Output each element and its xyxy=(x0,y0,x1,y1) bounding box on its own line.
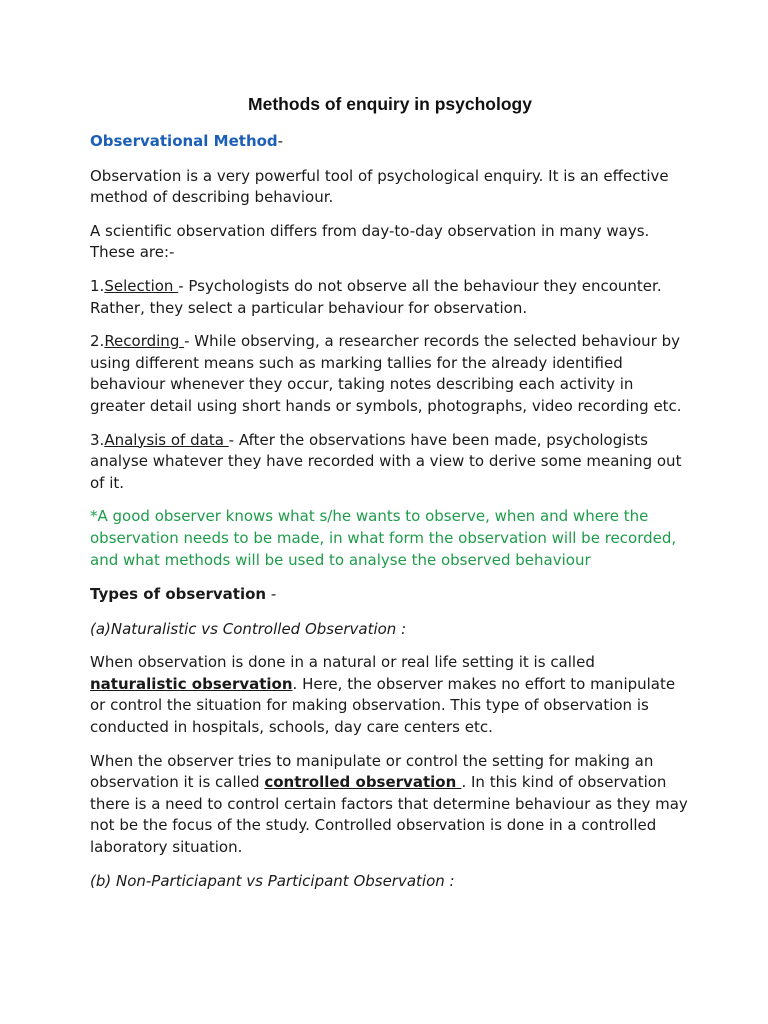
controlled-paragraph xyxy=(90,751,690,859)
subheading-participant: (b) Non-Particiapant vs Participant Observation : xyxy=(90,871,455,890)
naturalistic-after: . Here, the observer makes no effort to manipulate or control the situation for making observation. This type of observation is conducted in hospitals, schools, day care centers etc. xyxy=(90,674,676,737)
intro-paragraph: Observation is a very powerful tool of psychological enquiry. It is an effective method of describing behaviour. xyxy=(90,166,669,207)
point-term: Selection xyxy=(104,276,179,295)
controlled-term: controlled observation xyxy=(264,773,462,792)
point-text: - Psychologists do not observe all the behaviour they encounter. Rather, they select a particular behaviour for observation. xyxy=(90,276,662,317)
point-text: - After the observations have been made, psychologists analyse whatever they have recorded with a view to derive some meaning out of it. xyxy=(90,430,682,492)
naturalistic-paragraph xyxy=(90,652,690,738)
differs-paragraph: A scientific observation differs from day-to-day observation in many ways. These are:- xyxy=(90,221,650,262)
good-observer-note: *A good observer knows what s/he wants to observe, when and where the observation needs to be made, in what form the observation will be recorded, and what methods will be used to analyse the observed behaviour xyxy=(90,507,677,569)
controlled-after: . In this kind of observation there is a need to control certain factors that determine behaviour as they may not be the focus of the study. Controlled observation is done in a controlled laboratory situation. xyxy=(90,773,688,857)
types-heading-dash: - xyxy=(266,585,277,604)
subheading-naturalistic-controlled: (a)Naturalistic vs Controlled Observation : xyxy=(90,619,407,638)
naturalistic-before: When observation is done in a natural or real life setting it is called xyxy=(90,653,595,672)
document-title: Methods of enquiry in psychology xyxy=(248,94,532,114)
naturalistic-term: naturalistic observation xyxy=(90,674,293,693)
types-heading xyxy=(90,584,690,606)
point-text: - While observing, a researcher records the selected behaviour by using different means such as marking tallies for the already identified behaviour whenever they occur, taking notes describing each activity in greater detail using short hands or symbols, photographs, video recording etc. xyxy=(90,332,682,415)
observational-method-label: Observational Method xyxy=(90,132,278,150)
observational-method-heading xyxy=(90,131,690,153)
point-term: Recording xyxy=(104,332,185,351)
types-heading-label: Types of observation xyxy=(90,585,267,604)
controlled-before: When the observer tries to manipulate or control the setting for making an observation it is called xyxy=(90,751,654,792)
point-number: 1. xyxy=(90,276,105,295)
point-recording xyxy=(90,331,690,417)
point-number: 2. xyxy=(90,332,105,351)
point-analysis xyxy=(90,430,690,495)
point-selection xyxy=(90,276,690,319)
document-page xyxy=(90,94,690,904)
observational-method-dash: - xyxy=(277,132,284,150)
point-term: Analysis of data xyxy=(104,430,229,449)
point-number: 3. xyxy=(90,430,105,449)
